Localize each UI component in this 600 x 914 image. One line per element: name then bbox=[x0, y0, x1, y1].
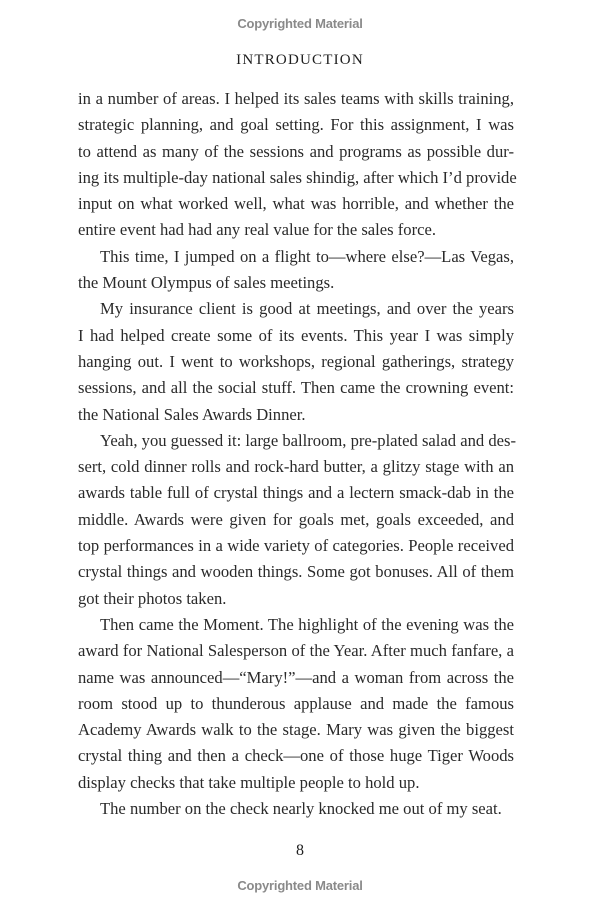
copyright-watermark-top: Copyrighted Material bbox=[237, 16, 363, 31]
running-head: INTRODUCTION bbox=[236, 52, 364, 68]
text-line: entire event had had any real value for the sales force. bbox=[78, 220, 436, 240]
text-line: sert, cold dinner rolls and rock-hard butter, a glitzy stage with an bbox=[78, 457, 514, 477]
paragraph bbox=[78, 796, 514, 822]
text-line: The number on the check nearly knocked me out of my seat. bbox=[100, 799, 502, 819]
text-line: Then came the Moment. The highlight of the evening was the bbox=[100, 614, 514, 634]
text-line: ing its multiple-day national sales shindig, after which I’d provide bbox=[78, 167, 517, 187]
text-line: awards table full of crystal things and a lectern smack-dab in the bbox=[78, 483, 514, 503]
body-text bbox=[78, 86, 517, 822]
text-line: display checks that take multiple people to hold up. bbox=[78, 772, 420, 792]
text-line: crystal things and wooden things. Some got bonuses. All of them bbox=[78, 562, 514, 582]
text-line: crystal thing and then a check—one of those huge Tiger Woods bbox=[78, 746, 514, 766]
text-line: room stood up to thunderous applause and made the famous bbox=[78, 693, 514, 713]
paragraph bbox=[78, 296, 514, 427]
paragraph bbox=[78, 428, 514, 612]
text-line: input on what worked well, what was horrible, and whether the bbox=[78, 194, 514, 214]
text-line: This time, I jumped on a flight to—where else?—Las Vegas, bbox=[100, 246, 514, 266]
text-line: the Mount Olympus of sales meetings. bbox=[78, 273, 335, 293]
text-line: sessions, and all the social stuff. Then came the crowning event: bbox=[78, 378, 514, 398]
text-line: name was announced—“Mary!”—and a woman from across the bbox=[78, 667, 514, 687]
copyright-watermark-bottom: Copyrighted Material bbox=[237, 878, 363, 893]
text-line: strategic planning, and goal setting. For this assignment, I was bbox=[78, 115, 514, 135]
text-line: in a number of areas. I helped its sales teams with skills training, bbox=[78, 89, 514, 108]
text-line: hanging out. I went to workshops, regional gatherings, strategy bbox=[78, 351, 514, 371]
text-line: award for National Salesperson of the Year. After much fanfare, a bbox=[78, 641, 514, 661]
text-line: top performances in a wide variety of categories. People received bbox=[78, 536, 514, 556]
text-line: Academy Awards walk to the stage. Mary was given the biggest bbox=[78, 720, 514, 740]
text-line: middle. Awards were given for goals met, goals exceeded, and bbox=[78, 509, 514, 529]
paragraph bbox=[78, 612, 514, 796]
page-number: 8 bbox=[296, 842, 304, 859]
text-line: the National Sales Awards Dinner. bbox=[78, 404, 306, 424]
text-line: to attend as many of the sessions and programs as possible dur- bbox=[78, 141, 514, 161]
paragraph bbox=[78, 86, 517, 244]
paragraph bbox=[78, 244, 514, 297]
text-line: got their photos taken. bbox=[78, 588, 227, 608]
text-line: I had helped create some of its events. This year I was simply bbox=[78, 325, 514, 345]
text-line: My insurance client is good at meetings, and over the years bbox=[100, 299, 514, 319]
text-line: Yeah, you guessed it: large ballroom, pre-plated salad and des- bbox=[100, 430, 516, 450]
